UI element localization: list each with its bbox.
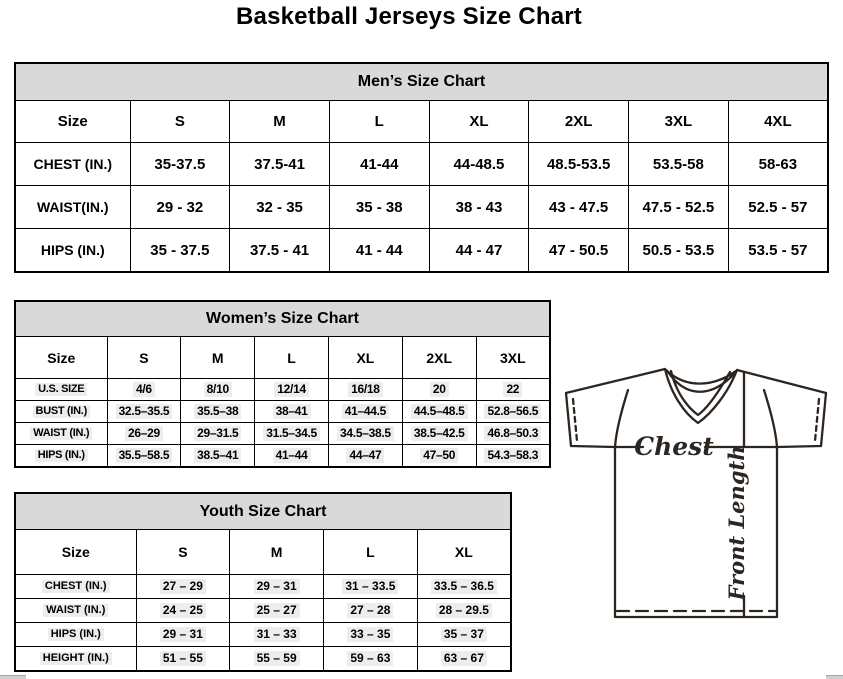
table-title: Men’s Size Chart	[15, 63, 828, 101]
table-title: Youth Size Chart	[15, 493, 511, 530]
size-value-cell	[728, 186, 828, 229]
size-value: 16/18	[348, 382, 383, 397]
size-value: 52.5 - 57	[748, 198, 808, 216]
row-label-cell	[15, 379, 107, 401]
size-value: 35 - 37.5	[150, 241, 210, 259]
table-row	[15, 445, 550, 468]
size-value-cell	[136, 599, 230, 623]
size-value: 59 – 63	[347, 651, 393, 666]
size-value-cell	[181, 423, 255, 445]
size-value-cell	[130, 186, 230, 229]
table-row	[15, 623, 511, 647]
column-header-cell: 2XL	[402, 337, 476, 379]
column-header-cell: Size	[15, 101, 130, 143]
size-value-cell	[529, 229, 629, 273]
size-value-cell	[476, 423, 550, 445]
size-value-cell	[328, 423, 402, 445]
right-cuff-dashed-line	[815, 399, 819, 441]
front-length-label: Front Length	[724, 445, 749, 601]
mens-size-table-grid	[14, 62, 829, 273]
size-value-cell	[429, 186, 529, 229]
size-value: 38 - 43	[455, 198, 503, 216]
size-value: 38.5–41	[194, 448, 241, 463]
column-header-cell: XL	[328, 337, 402, 379]
size-value-cell	[629, 229, 729, 273]
size-value-cell	[255, 379, 329, 401]
size-value: 29 – 31	[254, 579, 300, 594]
size-value: 38.5–42.5	[411, 426, 468, 441]
size-value-cell	[728, 229, 828, 273]
size-value-cell	[324, 575, 418, 599]
size-value-cell	[329, 143, 429, 186]
page-title: Basketball Jerseys Size Chart	[236, 3, 582, 30]
row-label: HIPS (IN.)	[40, 242, 105, 258]
table-row	[15, 647, 511, 672]
table-header-row	[15, 530, 511, 575]
size-value-cell	[629, 186, 729, 229]
size-value-cell	[230, 229, 330, 273]
table-row	[15, 401, 550, 423]
column-header-cell: XL	[429, 101, 529, 143]
size-value: 50.5 - 53.5	[642, 241, 715, 259]
table-title-row	[15, 493, 511, 530]
size-value-cell	[136, 575, 230, 599]
size-value: 28 – 29.5	[436, 603, 492, 618]
column-header-cell: M	[181, 337, 255, 379]
size-value: 37.5-41	[254, 155, 305, 173]
size-value: 27 – 28	[347, 603, 393, 618]
size-value: 58-63	[758, 155, 798, 173]
row-label: CHEST (IN.)	[42, 580, 110, 594]
left-armhole-curve	[615, 390, 628, 447]
size-value-cell	[476, 445, 550, 468]
size-value: 44.5–48.5	[411, 404, 468, 419]
size-value-cell	[136, 623, 230, 647]
size-value-cell	[107, 401, 181, 423]
row-label: BUST (IN.)	[33, 405, 90, 419]
size-value: 51 – 55	[160, 651, 206, 666]
size-value: 12/14	[274, 382, 309, 397]
size-value: 43 - 47.5	[549, 198, 609, 216]
size-value: 44 - 47	[455, 241, 503, 259]
size-value-cell	[402, 401, 476, 423]
table-row	[15, 379, 550, 401]
size-value: 33 – 35	[347, 627, 393, 642]
row-label-cell	[15, 575, 136, 599]
womens-size-table-grid	[14, 300, 551, 468]
size-value-cell	[329, 229, 429, 273]
row-label-cell	[15, 599, 136, 623]
size-value-cell	[328, 445, 402, 468]
size-value: 8/10	[204, 382, 232, 397]
column-header-cell: M	[230, 530, 324, 575]
size-value-cell	[429, 229, 529, 273]
column-header-cell: L	[329, 101, 429, 143]
size-value-cell	[324, 647, 418, 672]
size-value: 20	[430, 382, 449, 397]
row-label: HIPS (IN.)	[48, 628, 104, 642]
womens-size-table	[14, 300, 551, 468]
size-value-cell	[181, 445, 255, 468]
size-value-cell	[402, 423, 476, 445]
size-value: 53.5-58	[652, 155, 704, 173]
table-row	[15, 143, 828, 186]
size-value-cell	[230, 647, 324, 672]
size-value: 55 – 59	[254, 651, 300, 666]
row-label-cell	[15, 623, 136, 647]
size-value-cell	[417, 599, 511, 623]
size-value: 47.5 - 52.5	[642, 198, 715, 216]
column-header-cell: Size	[15, 530, 136, 575]
table-header-row	[15, 337, 550, 379]
column-header-cell: M	[230, 101, 330, 143]
size-value: 32.5–35.5	[116, 404, 173, 419]
size-value: 4/6	[133, 382, 155, 397]
table-header-row	[15, 101, 828, 143]
column-header-cell: XL	[417, 530, 511, 575]
column-header-cell: Size	[15, 337, 107, 379]
size-value-cell	[255, 401, 329, 423]
size-value: 34.5–38.5	[337, 426, 394, 441]
size-value: 24 – 25	[160, 603, 206, 618]
row-label-cell	[15, 423, 107, 445]
size-value-cell	[230, 186, 330, 229]
size-value-cell	[107, 379, 181, 401]
size-value: 31.5–34.5	[263, 426, 320, 441]
size-value-cell	[476, 379, 550, 401]
size-value: 31 – 33	[254, 627, 300, 642]
size-value: 29 - 32	[156, 198, 204, 216]
row-label: U.S. SIZE	[35, 383, 87, 397]
row-label: WAIST (IN.)	[30, 427, 92, 441]
size-value: 25 – 27	[254, 603, 300, 618]
row-label: WAIST(IN.)	[36, 199, 109, 215]
size-value: 35.5–38	[194, 404, 241, 419]
jersey-body-outline	[615, 447, 777, 617]
size-value-cell	[230, 599, 324, 623]
column-header-cell: L	[255, 337, 329, 379]
row-label-cell	[15, 401, 107, 423]
jersey-shoulder-lines	[566, 369, 826, 393]
row-label: CHEST (IN.)	[33, 156, 113, 172]
table-title-row	[15, 301, 550, 337]
size-value: 35 - 38	[355, 198, 403, 216]
size-value: 41 - 44	[355, 241, 403, 259]
cropped-element-fragment-left	[0, 675, 26, 679]
size-value: 52.8–56.5	[484, 404, 541, 419]
size-value: 35-37.5	[154, 155, 206, 173]
size-value: 53.5 - 57	[748, 241, 808, 259]
size-value-cell	[402, 445, 476, 468]
left-cuff-dashed-line	[573, 399, 577, 441]
size-value-cell	[181, 379, 255, 401]
size-value: 37.5 - 41	[249, 241, 310, 259]
size-value-cell	[329, 186, 429, 229]
size-value: 47 - 50.5	[549, 241, 609, 259]
column-header-cell: 3XL	[629, 101, 729, 143]
jersey-measurement-diagram	[560, 366, 828, 622]
column-header-cell: 3XL	[476, 337, 550, 379]
size-value-cell	[328, 401, 402, 423]
size-value-cell	[417, 623, 511, 647]
column-header-cell: 2XL	[529, 101, 629, 143]
size-value-cell	[476, 401, 550, 423]
size-value-cell	[429, 143, 529, 186]
size-value: 41–44.5	[342, 404, 389, 419]
column-header-cell: S	[107, 337, 181, 379]
size-value: 29 – 31	[160, 627, 206, 642]
column-header-cell: L	[324, 530, 418, 575]
size-value-cell	[529, 186, 629, 229]
size-value-cell	[136, 647, 230, 672]
table-title: Women’s Size Chart	[15, 301, 550, 337]
youth-size-table	[14, 492, 512, 672]
chest-label: Chest	[634, 432, 714, 461]
size-value: 44–47	[346, 448, 384, 463]
table-row	[15, 599, 511, 623]
size-value: 32 - 35	[256, 198, 303, 216]
right-armhole-curve	[764, 390, 777, 447]
row-label-cell	[15, 445, 107, 468]
size-value-cell	[417, 575, 511, 599]
size-value-cell	[230, 575, 324, 599]
size-value: 41–44	[273, 448, 311, 463]
size-value-cell	[529, 143, 629, 186]
size-value-cell	[324, 623, 418, 647]
size-value: 48.5-53.5	[546, 155, 611, 173]
size-value: 63 – 67	[441, 651, 487, 666]
size-value-cell	[328, 379, 402, 401]
size-value: 31 – 33.5	[342, 579, 398, 594]
table-row	[15, 186, 828, 229]
mens-size-table	[14, 62, 829, 273]
row-label-cell	[15, 143, 130, 186]
size-value: 35 – 37	[441, 627, 487, 642]
size-value: 27 – 29	[160, 579, 206, 594]
size-value-cell	[728, 143, 828, 186]
size-value-cell	[255, 445, 329, 468]
size-value: 41-44	[360, 155, 399, 173]
size-value: 38–41	[273, 404, 311, 419]
cropped-element-fragment-right	[826, 675, 843, 679]
size-value-cell	[417, 647, 511, 672]
size-value-cell	[107, 423, 181, 445]
size-value: 33.5 – 36.5	[431, 579, 497, 594]
row-label: WAIST (IN.)	[43, 604, 108, 618]
size-value: 26–29	[125, 426, 163, 441]
column-header-cell: 4XL	[728, 101, 828, 143]
table-row	[15, 229, 828, 273]
row-label: HEIGHT (IN.)	[40, 652, 112, 666]
row-label-cell	[15, 186, 130, 229]
size-value: 54.3–58.3	[484, 448, 541, 463]
size-value-cell	[230, 143, 330, 186]
size-value: 35.5–58.5	[116, 448, 173, 463]
size-value-cell	[324, 599, 418, 623]
column-header-cell: S	[130, 101, 230, 143]
table-row	[15, 423, 550, 445]
youth-size-table-grid	[14, 492, 512, 672]
row-label-cell	[15, 229, 130, 273]
size-value-cell	[255, 423, 329, 445]
table-row	[15, 575, 511, 599]
size-value: 22	[503, 382, 522, 397]
row-label: HIPS (IN.)	[35, 449, 88, 463]
size-value: 29–31.5	[194, 426, 241, 441]
size-value-cell	[402, 379, 476, 401]
vneck-collar-icon	[665, 369, 737, 423]
size-value-cell	[130, 229, 230, 273]
row-label-cell	[15, 647, 136, 672]
size-value-cell	[181, 401, 255, 423]
size-value-cell	[107, 445, 181, 468]
table-title-row	[15, 63, 828, 101]
size-value-cell	[629, 143, 729, 186]
column-header-cell: S	[136, 530, 230, 575]
size-value: 47–50	[420, 448, 458, 463]
size-value: 46.8–50.3	[484, 426, 541, 441]
size-value-cell	[230, 623, 324, 647]
size-value: 44-48.5	[453, 155, 505, 173]
size-value-cell	[130, 143, 230, 186]
